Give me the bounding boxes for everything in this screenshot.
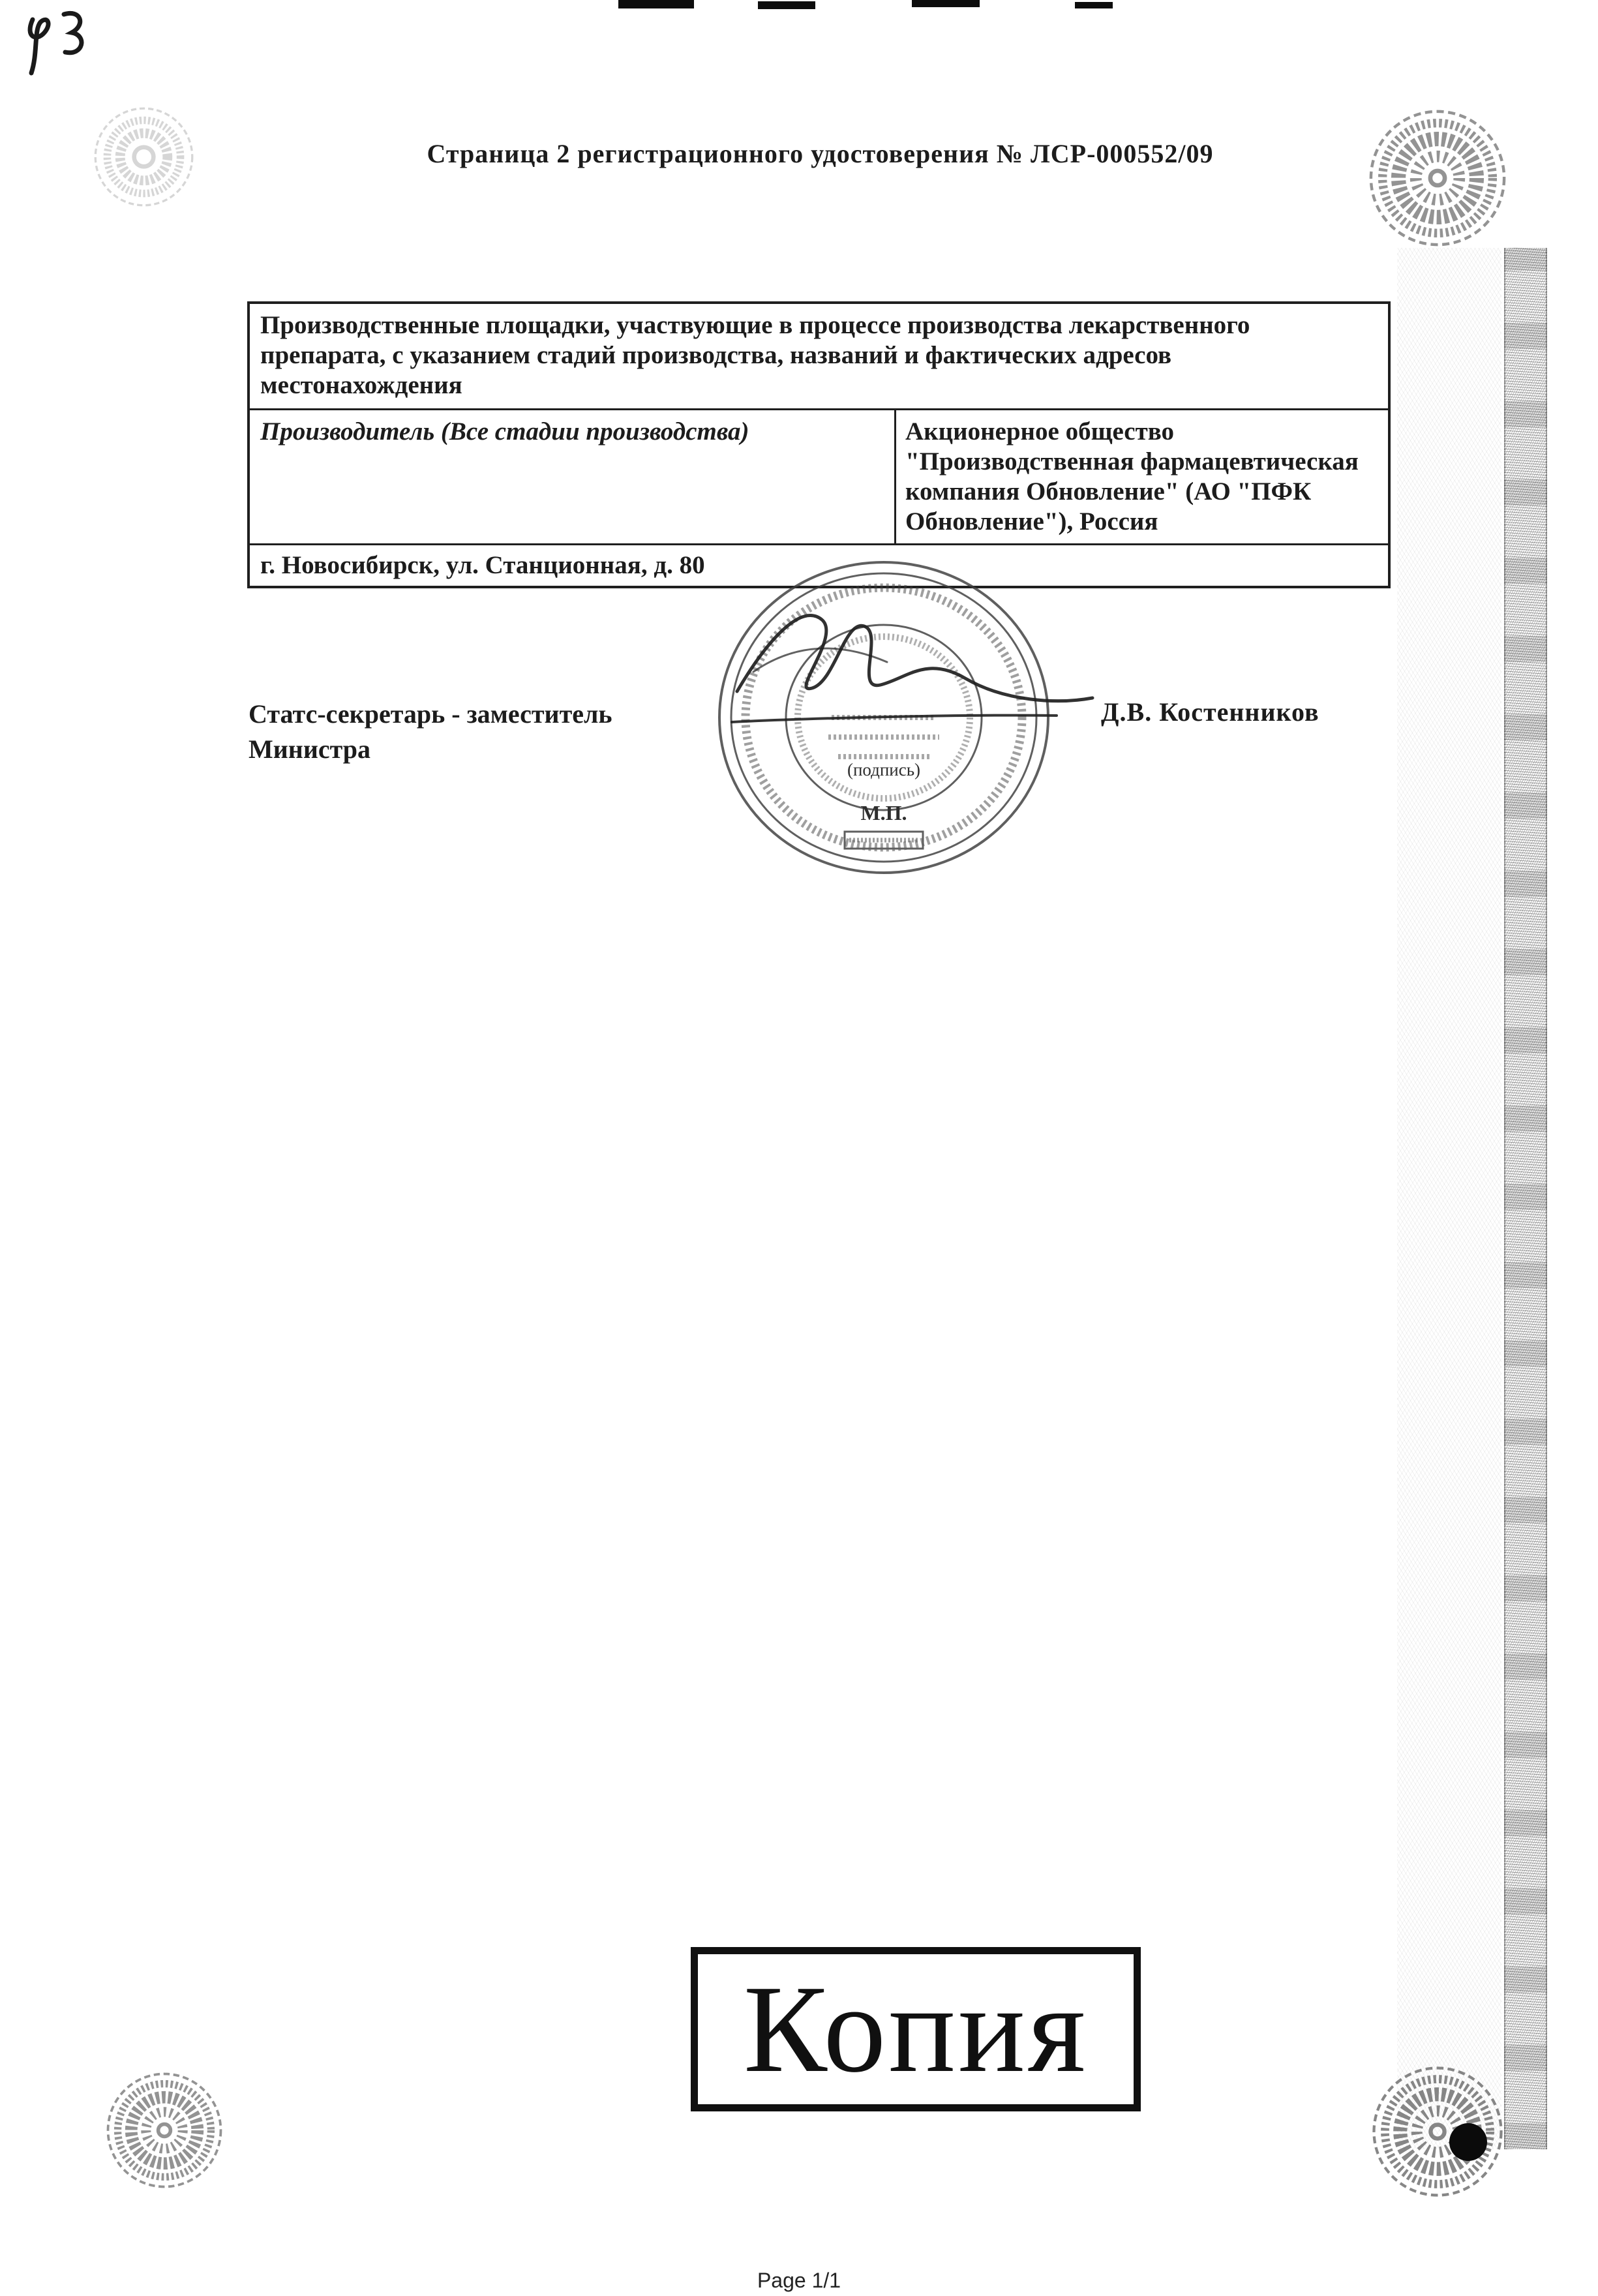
page-footer: Page 1/1: [757, 2269, 841, 2292]
scan-artifact-dash: [758, 1, 815, 9]
guilloche-rosette-top-right: [1365, 106, 1510, 250]
production-sites-table: [247, 301, 1391, 588]
guilloche-rosette-bottom-right: [1368, 2062, 1507, 2201]
scan-artifact-dash: [618, 0, 694, 8]
table-title: Производственные площадки, участвующие в процессе производства лекарственного препарата, с указанием стадий производства, названий и фактических адресов местонахождения: [250, 304, 1388, 410]
scan-artifact-dash: [1075, 2, 1113, 8]
signatory-name: Д.В. Костенников: [1101, 697, 1319, 727]
guilloche-security-band: [1504, 248, 1547, 2149]
handwritten-mark: [18, 8, 103, 86]
guilloche-ornament-top-left: [90, 103, 198, 211]
page-header-text: Страница 2 регистрационного удостоверения № ЛСР-000552/09: [427, 139, 1214, 168]
copy-stamp: [691, 1947, 1141, 2111]
signatory-position-line2: Министра: [249, 734, 371, 764]
signatory-position: [249, 697, 744, 767]
guilloche-rosette-bottom-left: [103, 2069, 226, 2192]
scan-artifact-dash: [912, 0, 980, 7]
ink-dot-artifact: [1449, 2123, 1487, 2161]
table-row: [250, 410, 1388, 545]
moire-texture-band: [1397, 248, 1501, 2149]
seal-place-caption: М.П.: [860, 801, 907, 824]
copy-stamp-text: Копия: [743, 1959, 1089, 2098]
producer-address-cell: г. Новосибирск, ул. Станционная, д. 80: [260, 551, 705, 580]
producer-label-cell: Производитель (Все стадии производства): [250, 410, 896, 543]
official-round-seal: [691, 558, 1109, 897]
producer-value-cell: Акционерное общество "Производственная фармацевтическая компания Обновление" (АО "ПФК Обновление"), Россия: [905, 417, 1359, 536]
signatory-position-line1: Статс-секретарь - заместитель: [249, 699, 612, 729]
signature-caption: (подпись): [847, 760, 921, 779]
